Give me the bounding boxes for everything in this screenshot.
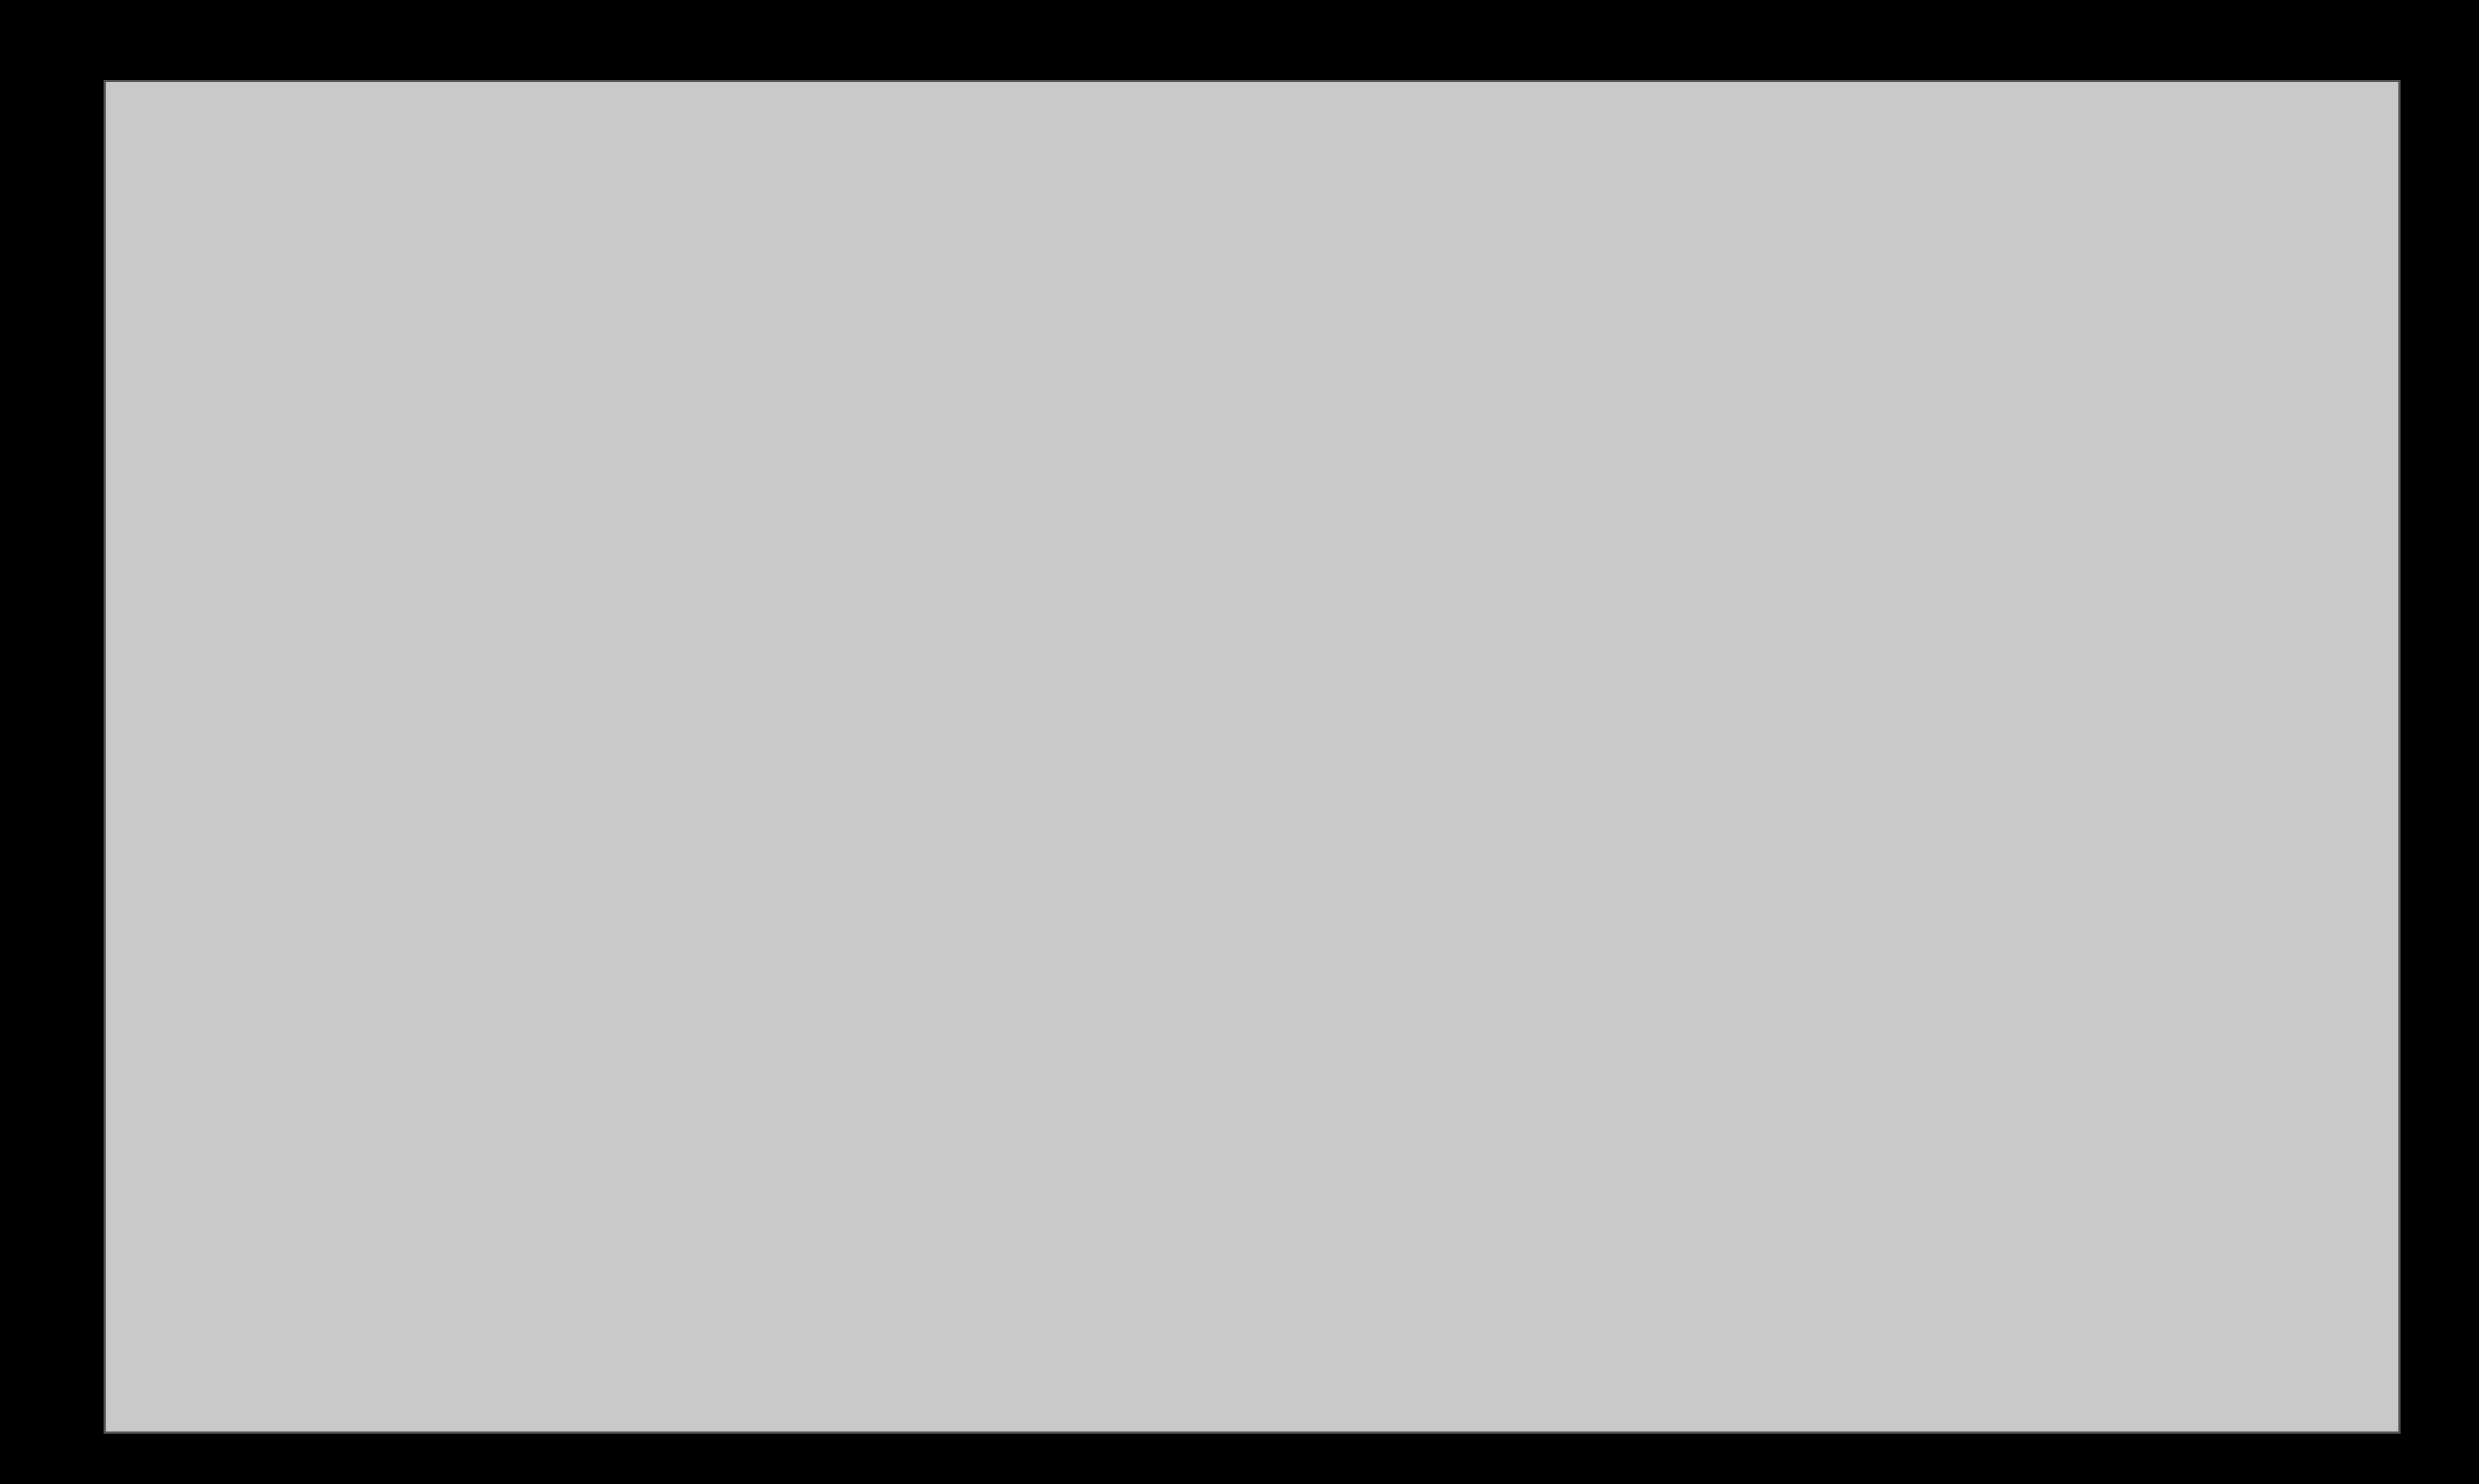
census-card (104, 80, 2401, 1434)
